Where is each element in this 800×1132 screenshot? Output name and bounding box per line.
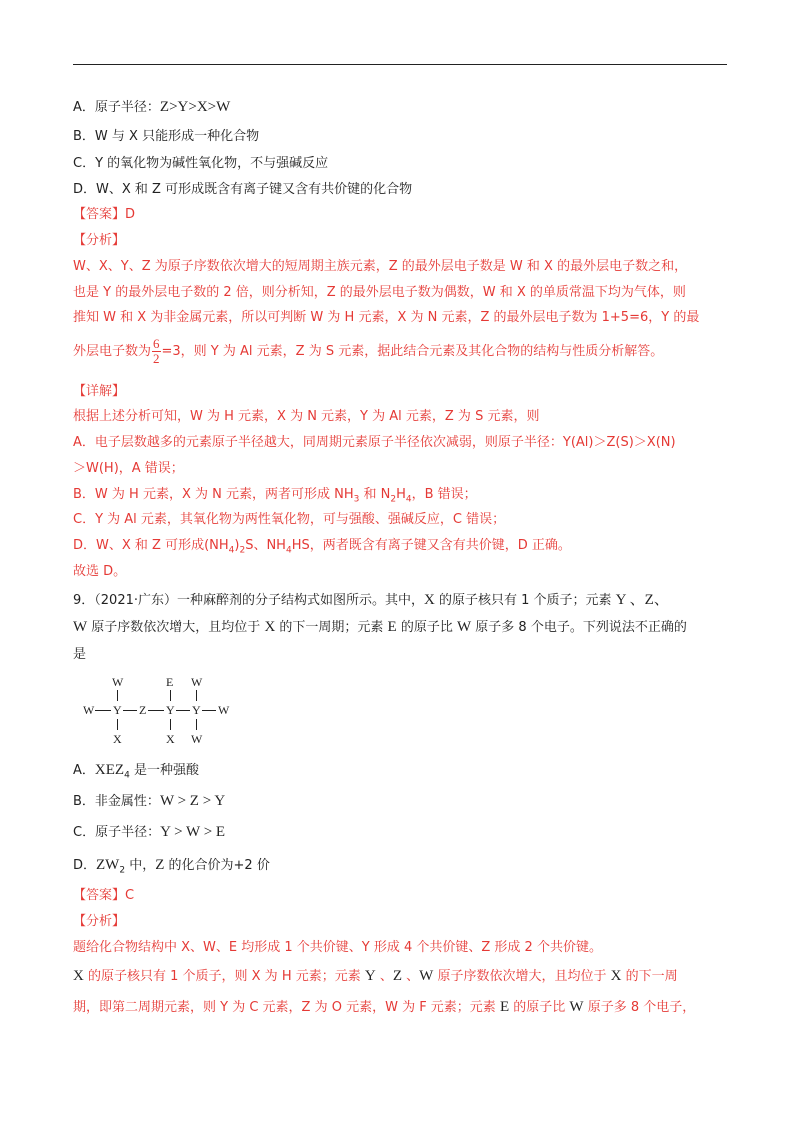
q9-option-b: B．非金属性：W > Z > Y [73,793,226,809]
atom-label: W [191,732,203,746]
q8-analysis-label: 【分析】 [73,233,126,248]
q9-analysis-line: 题给化合物结构中 X、W、E 均形成 1 个共价键、Y 形成 4 个共价键、Z 形成 2 个共价键。 [73,940,602,955]
q8-detail-b: B．W 为 H 元素，X 为 N 元素，两者可形成 $NH_3$ 和 $N_2H_4$，B 错误； [73,487,477,505]
atom-label: W [218,703,230,717]
header-rule [73,64,727,65]
bond [170,690,171,701]
bond [123,710,137,711]
q8-option-a: A．原子半径：Z>Y>X>W [73,99,231,115]
q9-analysis-line: 期，即第二周期元素，则 Y 为 C 元素，Z 为 O 元素，W 为 F 元素；元素 E 的原子比 W 原子多 8 个电子， [73,999,696,1015]
q8-detail-a: A．电子层数越多的元素原子半径越大，同周期元素原子半径依次减弱，则原子半径：Y(Al)＞Z(S)＞X(N) [73,435,676,450]
q8-option-d: D．W、X 和 Z 可形成既含有离子键又含有共价键的化合物 [73,182,413,197]
q9-option-c: C．原子半径：Y > W > E [73,824,226,840]
q8-detail-c: C．Y 为 Al 元素，其氧化物为两性氧化物，可与强酸、强碱反应，C 错误； [73,512,506,527]
bond [196,719,197,730]
q8-analysis-line: W、X、Y、Z 为原子序数依次增大的短周期主族元素，Z 的最外层电子数是 W 和 X 的最外层电子数之和， [73,259,688,274]
atom-label: Y [192,703,201,717]
atom-label: W [191,675,203,689]
atom-label: E [166,675,174,689]
bond [117,719,118,730]
q8-analysis-line-fraction: 外层电子数为 $\frac{6}{2}$ =3，则 Y 为 Al 元素，Z 为 S 元素，据此结合元素及其化合物的结构与性质分析解答。 [73,336,664,366]
atom-label: W [83,703,95,717]
q8-option-b: B．W 与 X 只能形成一种化合物 [73,129,260,144]
q9-option-a: A．$XEZ_4$ 是一种强酸 [73,762,199,781]
atom-label: Y [166,703,175,717]
bond [196,690,197,701]
q8-detail-a-cont: ＞W(H)，A 错误； [73,461,184,476]
bond [170,719,171,730]
fraction: $\frac{6}{2}$ [153,336,160,366]
q9-stem-line: 9．（2021·广东）一种麻醉剂的分子结构式如图所示。其中，X 的原子核只有 1 个质子；元素 Y 、Z、 [73,592,669,608]
atom-label: Y [113,703,122,717]
bond [202,710,216,711]
molecule-structure-diagram [80,676,240,748]
q8-answer: 【答案】D [73,207,136,222]
q9-stem-line: W 原子序数依次增大，且均位于 X 的下一周期；元素 E 的原子比 W 原子多 8 个电子。下列说法不正确的 [73,619,687,635]
q9-analysis-label: 【分析】 [73,914,126,929]
q9-analysis-line: X 的原子核只有 1 个质子，则 X 为 H 元素；元素 Y 、Z 、W 原子序数依次增大，且均位于 X 的下一周 [73,968,678,984]
bond [148,710,164,711]
bond [117,690,118,701]
q9-answer: 【答案】C [73,888,135,903]
atom-label: X [113,732,122,746]
q8-conclusion: 故选 D。 [73,564,127,579]
q9-stem-line: 是 [73,647,87,662]
atom-label: Z [139,703,147,717]
q8-analysis-line: 也是 Y 的最外层电子数的 2 倍，则分析知，Z 的最外层电子数为偶数，W 和 X 的单质常温下均为气体，则 [73,285,686,300]
atom-label: X [166,732,175,746]
bond [176,710,190,711]
q8-detail-d: D．W、X 和 Z 可形成$(NH_4)_2S$、$NH_4HS$，两者既含有离子键又含有共价键，D 正确。 [73,538,571,556]
atom-label: W [112,675,124,689]
q8-analysis-line: 推知 W 和 X 为非金属元素，所以可判断 W 为 H 元素，X 为 N 元素，Z 的最外层电子数为 1+5=6，Y 的最 [73,310,700,325]
q9-option-d: D．$ZW_2$ 中，Z 的化合价为+2 价 [73,857,270,876]
q8-option-c: C．Y 的氧化物为碱性氧化物，不与强碱反应 [73,156,329,171]
bond [95,710,111,711]
q8-detail-intro: 根据上述分析可知，W 为 H 元素，X 为 N 元素，Y 为 Al 元素，Z 为 S 元素，则 [73,409,540,424]
q8-detail-label: 【详解】 [73,384,126,399]
